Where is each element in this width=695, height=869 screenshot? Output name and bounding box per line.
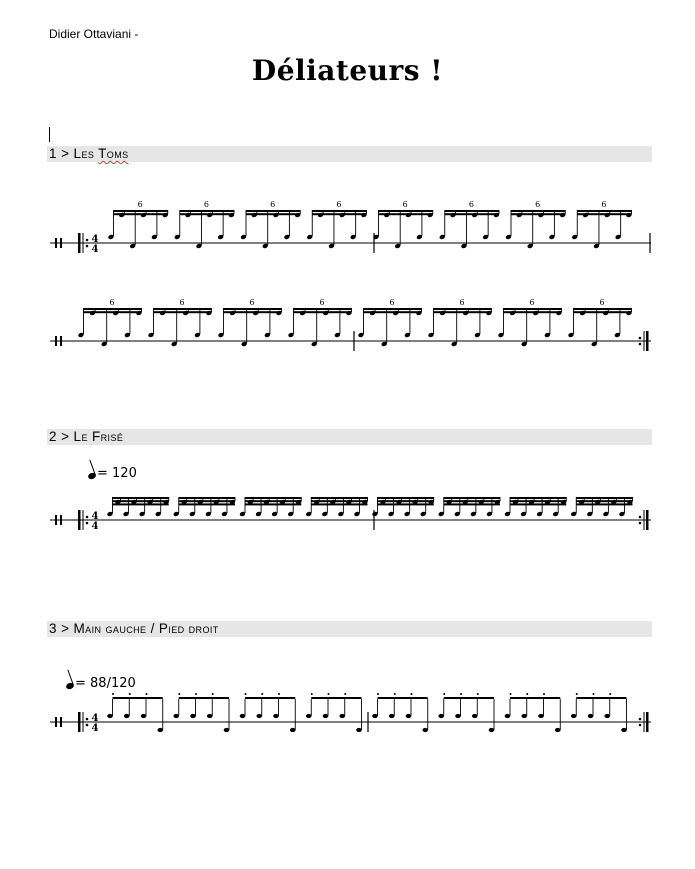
note-head — [157, 728, 163, 732]
repeat-dot — [639, 724, 642, 727]
beam — [179, 500, 235, 502]
repeat-dot — [639, 718, 642, 721]
percussion-clef — [55, 515, 57, 525]
note-head — [472, 714, 478, 718]
repeat-dot — [86, 724, 89, 727]
beam — [444, 500, 500, 502]
percussion-clef — [60, 238, 62, 248]
note-head — [273, 714, 279, 718]
repeat-end-barline — [646, 510, 649, 530]
percussion-clef — [55, 238, 57, 248]
tuplet-number: 6 — [402, 200, 408, 209]
tuplet-number: 6 — [535, 200, 541, 209]
tuplet-number: 6 — [599, 298, 605, 307]
beam — [84, 311, 142, 313]
repeat-dot — [639, 343, 642, 346]
piece-title: Déliateurs ! — [251, 54, 444, 87]
staccato-dot — [195, 693, 197, 695]
percussion-clef — [60, 336, 62, 346]
percussion-clef — [60, 717, 62, 727]
note-head — [521, 714, 527, 718]
staccato-dot — [328, 693, 330, 695]
beam — [434, 311, 492, 313]
beam — [84, 308, 142, 310]
beam — [311, 497, 367, 499]
note-head — [240, 714, 246, 718]
beam — [378, 497, 434, 499]
section-header-3 — [47, 621, 652, 637]
beam — [445, 213, 499, 215]
tuplet-number: 6 — [109, 298, 115, 307]
beam — [510, 500, 566, 502]
note-head — [571, 714, 577, 718]
staccato-dot — [377, 693, 379, 695]
tempo-marking-3: = 88/120 — [66, 676, 136, 691]
tuplet-number: 6 — [389, 298, 395, 307]
beam — [179, 503, 235, 505]
beam — [245, 697, 295, 699]
beam — [445, 210, 499, 212]
staff-system-3 — [0, 482, 695, 537]
repeat-start-barline — [78, 233, 81, 253]
beam — [311, 500, 367, 502]
tuplet-number: 6 — [319, 298, 325, 307]
note-head — [538, 714, 544, 718]
tuplet-number: 6 — [137, 200, 143, 209]
author-name: Didier Ottaviani - — [49, 27, 139, 41]
beam — [576, 503, 632, 505]
beam — [113, 697, 163, 699]
note-head — [604, 714, 610, 718]
note-head — [356, 728, 362, 732]
beam — [294, 308, 352, 310]
beam — [180, 213, 234, 215]
beam — [154, 311, 212, 313]
note-head — [621, 728, 627, 732]
section-header-1 — [47, 146, 652, 162]
beam — [378, 697, 428, 699]
repeat-dot — [86, 718, 89, 721]
staccato-dot — [510, 693, 512, 695]
staccato-dot — [394, 693, 396, 695]
note-head — [306, 714, 312, 718]
staccato-dot — [443, 693, 445, 695]
beam — [379, 213, 433, 215]
staff-system-1 — [0, 195, 695, 265]
repeat-start-barline — [78, 712, 81, 732]
repeat-start-barline — [78, 510, 81, 530]
beam — [576, 697, 626, 699]
note-head — [588, 714, 594, 718]
staccato-dot — [129, 693, 131, 695]
beam — [574, 311, 632, 313]
note-head — [190, 714, 196, 718]
beam — [574, 308, 632, 310]
staccato-dot — [112, 693, 114, 695]
beam — [364, 308, 422, 310]
beam — [510, 697, 560, 699]
staccato-dot — [576, 693, 578, 695]
beam — [246, 210, 300, 212]
staccato-dot — [526, 693, 528, 695]
note-head — [141, 714, 147, 718]
time-signature-denominator: 4 — [91, 521, 99, 532]
tuplet-number: 6 — [179, 298, 185, 307]
staccato-dot — [411, 693, 413, 695]
staccato-dot — [212, 693, 214, 695]
note-head — [339, 714, 345, 718]
note-head — [290, 728, 296, 732]
beam — [114, 210, 168, 212]
staccato-dot — [460, 693, 462, 695]
percussion-clef — [55, 336, 57, 346]
beam — [378, 500, 434, 502]
beam — [294, 311, 352, 313]
section-title-3: 3 > Main gauche / Pied droit — [49, 621, 219, 636]
beam — [379, 210, 433, 212]
beam — [576, 500, 632, 502]
note-head — [438, 714, 444, 718]
beam — [113, 500, 169, 502]
tuplet-number: 6 — [468, 200, 474, 209]
staccato-dot — [245, 693, 247, 695]
beam — [245, 497, 301, 499]
beam — [504, 308, 562, 310]
beam — [179, 497, 235, 499]
beam — [364, 311, 422, 313]
beam — [504, 311, 562, 313]
beam — [245, 503, 301, 505]
note-head — [124, 714, 130, 718]
beam — [378, 503, 434, 505]
tempo-marking-2: = 120 — [88, 466, 137, 481]
tuplet-number: 6 — [270, 200, 276, 209]
note-head — [323, 714, 329, 718]
staccato-dot — [609, 693, 611, 695]
beam — [311, 503, 367, 505]
staff-system-2 — [0, 293, 695, 363]
repeat-end-barline — [646, 331, 649, 351]
repeat-dot — [86, 522, 89, 525]
time-signature-denominator: 4 — [91, 244, 99, 255]
repeat-end-barline — [646, 712, 649, 732]
percussion-clef — [55, 717, 57, 727]
beam — [444, 497, 500, 499]
time-signature-numerator: 4 — [91, 713, 99, 724]
staccato-dot — [344, 693, 346, 695]
note-head — [107, 714, 113, 718]
note-head — [224, 728, 230, 732]
beam — [444, 697, 494, 699]
beam — [444, 503, 500, 505]
tuplet-number: 6 — [203, 200, 209, 209]
note-head — [173, 714, 179, 718]
beam — [510, 497, 566, 499]
beam — [577, 210, 631, 212]
note-head — [505, 714, 511, 718]
beam — [576, 497, 632, 499]
note-head — [422, 728, 428, 732]
beam — [180, 210, 234, 212]
beam — [511, 213, 565, 215]
repeat-dot — [639, 516, 642, 519]
section-header-2 — [47, 429, 652, 445]
tuplet-number: 6 — [336, 200, 342, 209]
staccato-dot — [593, 693, 595, 695]
staccato-dot — [477, 693, 479, 695]
beam — [114, 213, 168, 215]
text-cursor — [49, 127, 50, 142]
section-title-1: 1 > Les Toms — [49, 146, 129, 161]
time-signature-denominator: 4 — [91, 723, 99, 734]
beam — [311, 697, 361, 699]
staff-system-4 — [0, 684, 695, 739]
tuplet-number: 6 — [249, 298, 255, 307]
tuplet-number: 6 — [601, 200, 607, 209]
repeat-dot — [639, 522, 642, 525]
beam — [312, 213, 366, 215]
staccato-dot — [543, 693, 545, 695]
time-signature-numerator: 4 — [91, 234, 99, 245]
beam — [245, 500, 301, 502]
staccato-dot — [146, 693, 148, 695]
beam — [224, 308, 282, 310]
beam — [179, 697, 229, 699]
note-head — [372, 714, 378, 718]
note-head — [389, 714, 395, 718]
beam — [312, 210, 366, 212]
note-head — [489, 728, 495, 732]
note-head — [207, 714, 213, 718]
staccato-dot — [178, 693, 180, 695]
note-head — [455, 714, 461, 718]
beam — [113, 503, 169, 505]
quarter-note-icon — [87, 472, 97, 480]
repeat-dot — [86, 516, 89, 519]
beam — [577, 213, 631, 215]
tuplet-number: 6 — [459, 298, 465, 307]
note-head — [256, 714, 262, 718]
beam — [224, 311, 282, 313]
time-signature-numerator: 4 — [91, 511, 99, 522]
repeat-dot — [86, 245, 89, 248]
section-title-2: 2 > Le Frisé — [49, 429, 124, 444]
percussion-clef — [60, 515, 62, 525]
staccato-dot — [311, 693, 313, 695]
note-head — [406, 714, 412, 718]
beam — [113, 497, 169, 499]
beam — [434, 308, 492, 310]
staccato-dot — [278, 693, 280, 695]
staccato-dot — [261, 693, 263, 695]
beam — [154, 308, 212, 310]
beam — [510, 503, 566, 505]
note-head — [555, 728, 561, 732]
tuplet-number: 6 — [529, 298, 535, 307]
beam — [511, 210, 565, 212]
repeat-dot — [86, 239, 89, 242]
repeat-dot — [639, 337, 642, 340]
beam — [246, 213, 300, 215]
